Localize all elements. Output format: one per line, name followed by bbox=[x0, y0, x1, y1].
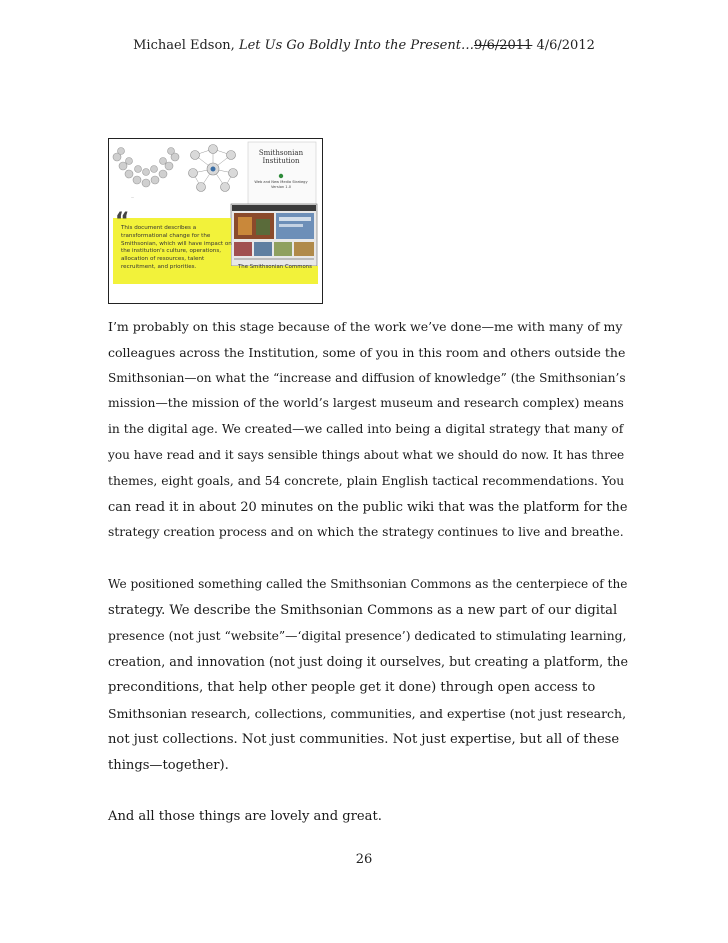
text-line: Smithsonian—on what the “increase and diffusion of knowledge” (the Smithsonian’s bbox=[108, 370, 626, 385]
header-new-date: 4/6/2012 bbox=[532, 38, 595, 53]
text-line: Smithsonian research, collections, communities, and expertise (not just research, bbox=[108, 705, 627, 721]
institution-title: Smithsonian Institution bbox=[258, 149, 304, 165]
header-author: Michael Edson, bbox=[133, 38, 239, 53]
text-line: We positioned something called the Smithsonian Commons as the centerpiece of the bbox=[108, 576, 628, 591]
quote-text: This document describes a transformational change for the Smithsonian, which will have impact on the institution's culture, operations, allocation of resources, talent recruitment, and priorities. bbox=[121, 225, 232, 270]
text-line: preconditions, that help other people get it done) through open access to bbox=[108, 680, 596, 696]
page-number: 26 bbox=[355, 852, 373, 867]
text-line: And all those things are lovely and great. bbox=[108, 809, 382, 825]
text-line: strategy. We describe the Smithsonian Commons as a new part of our digital bbox=[108, 602, 618, 618]
commons-label: The Smithsonian Commons bbox=[238, 264, 312, 270]
body-text bbox=[108, 314, 628, 856]
svg-text:—: — bbox=[131, 195, 134, 199]
text-line: in the digital age. We created—we called into being a digital strategy that many of bbox=[108, 422, 624, 437]
text-line: themes, eight goals, and 54 concrete, plain English tactical recommendations. You bbox=[108, 473, 625, 488]
quote-mark: “ bbox=[115, 209, 130, 234]
paragraph-1 bbox=[108, 314, 628, 546]
text-line: mission—the mission of the world’s largest museum and research complex) means bbox=[108, 396, 624, 411]
text-line: I’m probably on this stage because of the work we’ve done—me with many of my bbox=[108, 319, 623, 334]
text-line: colleagues across the Institution, some of you in this room and others outside the bbox=[108, 344, 626, 360]
running-header bbox=[0, 38, 728, 53]
network-diagram-left bbox=[113, 148, 179, 188]
paragraph-2 bbox=[108, 572, 628, 778]
header-old-date: 9/6/2011 bbox=[473, 38, 533, 53]
text-line: things—together). bbox=[108, 757, 229, 773]
text-line: not just collections. Not just communities. Not just expertise, but all of these bbox=[108, 731, 620, 747]
text-line: can read it in about 20 minutes on the public wiki that was the platform for the bbox=[108, 499, 628, 515]
header-title: Let Us Go Boldly Into the Present… bbox=[238, 38, 474, 53]
text-line: presence (not just “website”—‘digital presence’) dedicated to stimulating learning, bbox=[108, 628, 627, 643]
paragraph-3 bbox=[108, 804, 628, 830]
text-line: creation, and innovation (not just doing it ourselves, but creating a platform, the bbox=[108, 654, 628, 670]
text-line: strategy creation process and on which the strategy continues to live and breathe. bbox=[108, 525, 624, 540]
text-line: you have read and it says sensible things about what we should do now. It has three bbox=[108, 447, 625, 462]
strategy-subtitle: Web and New Media Strategy Version 1.0 bbox=[254, 180, 308, 189]
strategy-slide-figure bbox=[108, 138, 323, 304]
commons-website-screenshot bbox=[231, 204, 317, 266]
